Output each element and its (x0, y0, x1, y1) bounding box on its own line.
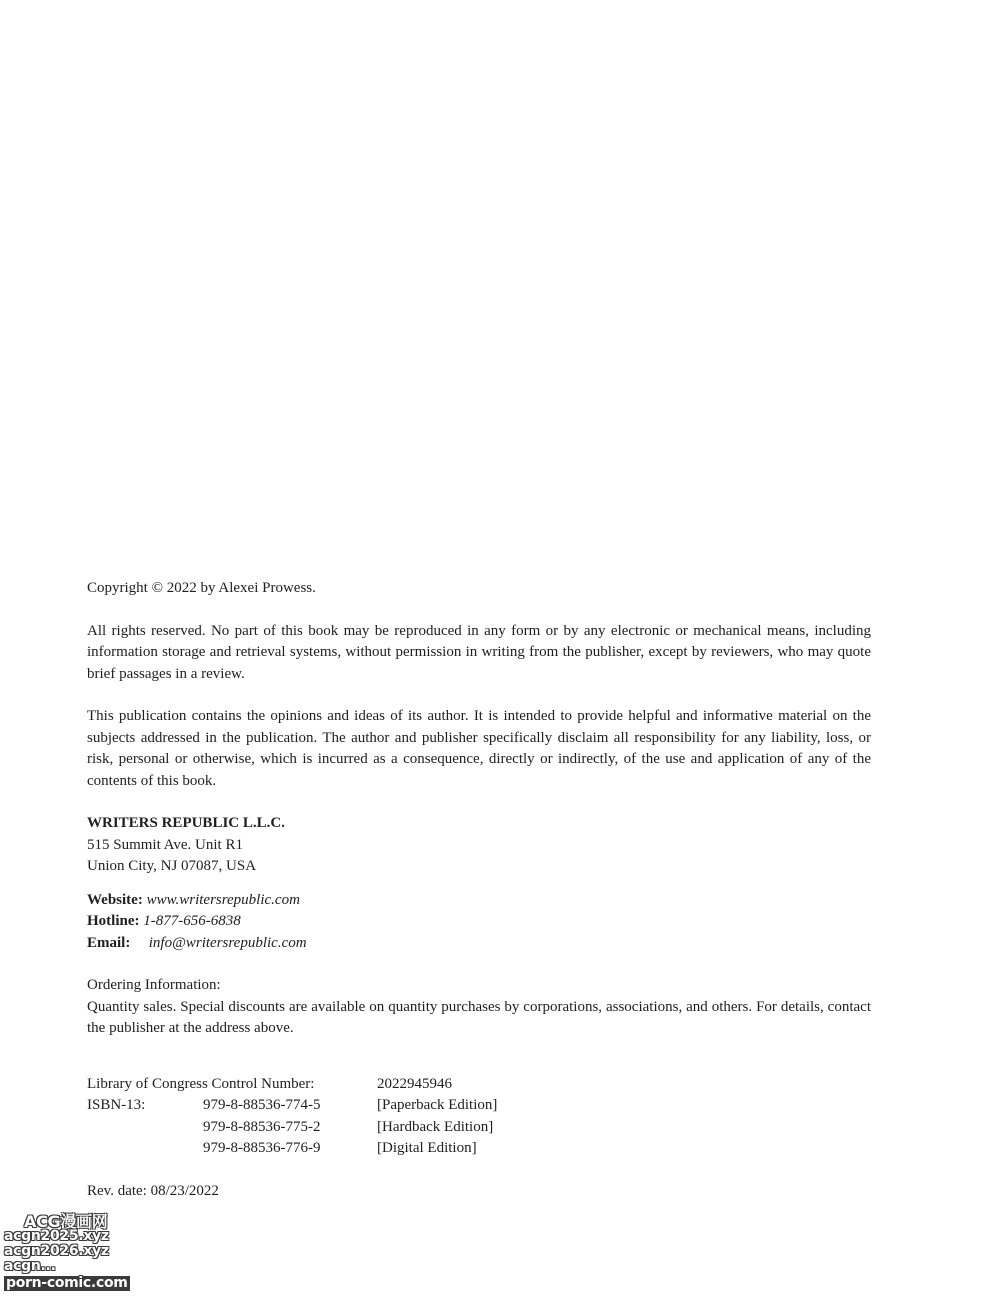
copyright-page (87, 578, 871, 1202)
publisher-block (87, 813, 871, 878)
ordering-text: Quantity sales. Special discounts are available on quantity purchases by corporations, associations, and others. For details, contact the publisher at the address above. (87, 998, 871, 1036)
revision-date: Rev. date: 08/23/2022 (87, 1182, 219, 1199)
isbn-row (87, 1138, 871, 1160)
isbn-edition: [Digital Edition] (377, 1140, 477, 1156)
site-watermark (4, 1214, 132, 1291)
email-label: Email: (87, 934, 131, 951)
website-row (87, 890, 871, 912)
email-link[interactable]: info@writersrepublic.com (148, 934, 307, 951)
lccn-value: 2022945946 (377, 1075, 452, 1092)
website-link[interactable]: www.writersrepublic.com (146, 891, 300, 908)
watermark-line: acgn2025.xyz (4, 1228, 109, 1244)
lccn-row (87, 1074, 871, 1096)
isbn-row (87, 1095, 871, 1117)
publisher-address-line1: 515 Summit Ave. Unit R1 (87, 836, 243, 853)
email-row (87, 933, 871, 955)
disclaimer-paragraph: This publication contains the opinions and ideas of its author. It is intended to provide helpful and informative material on the subjects addressed in the publication. The author and publisher specifically disclaim all responsibility for any liability, loss, or risk, personal or otherwise, which is incurred as a consequence, directly or indirectly, of the use and application of any of the contents of this book. (87, 708, 871, 789)
contact-block (87, 890, 871, 955)
hotline-row (87, 911, 871, 933)
isbn-edition: [Paperback Edition] (377, 1097, 498, 1113)
watermark-line: porn-comic.com (6, 1275, 128, 1291)
copyright-line: Copyright © 2022 by Alexei Prowess. (87, 580, 316, 596)
ordering-block (87, 975, 871, 1040)
library-block (87, 1074, 871, 1160)
ordering-heading: Ordering Information: (87, 977, 221, 993)
hotline-label: Hotline: (87, 913, 140, 929)
rights-paragraph: All rights reserved. No part of this book may be reproduced in any form or by any electronic or mechanical means, including information storage and retrieval systems, without permission in writing from the publisher, except by reviewers, who may quote brief passages in a review. (87, 622, 871, 682)
isbn-edition: [Hardback Edition] (377, 1118, 494, 1135)
publisher-address-line2: Union City, NJ 07087, USA (87, 858, 257, 874)
lccn-label: Library of Congress Control Number: (87, 1075, 315, 1092)
isbn-number: 979-8-88536-776-9 (203, 1140, 321, 1156)
watermark-line: ACG漫画网 (24, 1212, 108, 1231)
watermark-line: acgn... (4, 1258, 56, 1274)
isbn-row (87, 1117, 871, 1139)
publisher-name: WRITERS REPUBLIC L.L.C. (87, 815, 285, 831)
isbn-label: ISBN-13: (87, 1097, 146, 1113)
website-label: Website: (87, 891, 143, 908)
isbn-number: 979-8-88536-774-5 (203, 1097, 321, 1113)
hotline-number: 1-877-656-6838 (143, 913, 241, 929)
isbn-number: 979-8-88536-775-2 (203, 1118, 321, 1135)
watermark-line: acgn2026.xyz (4, 1243, 109, 1259)
